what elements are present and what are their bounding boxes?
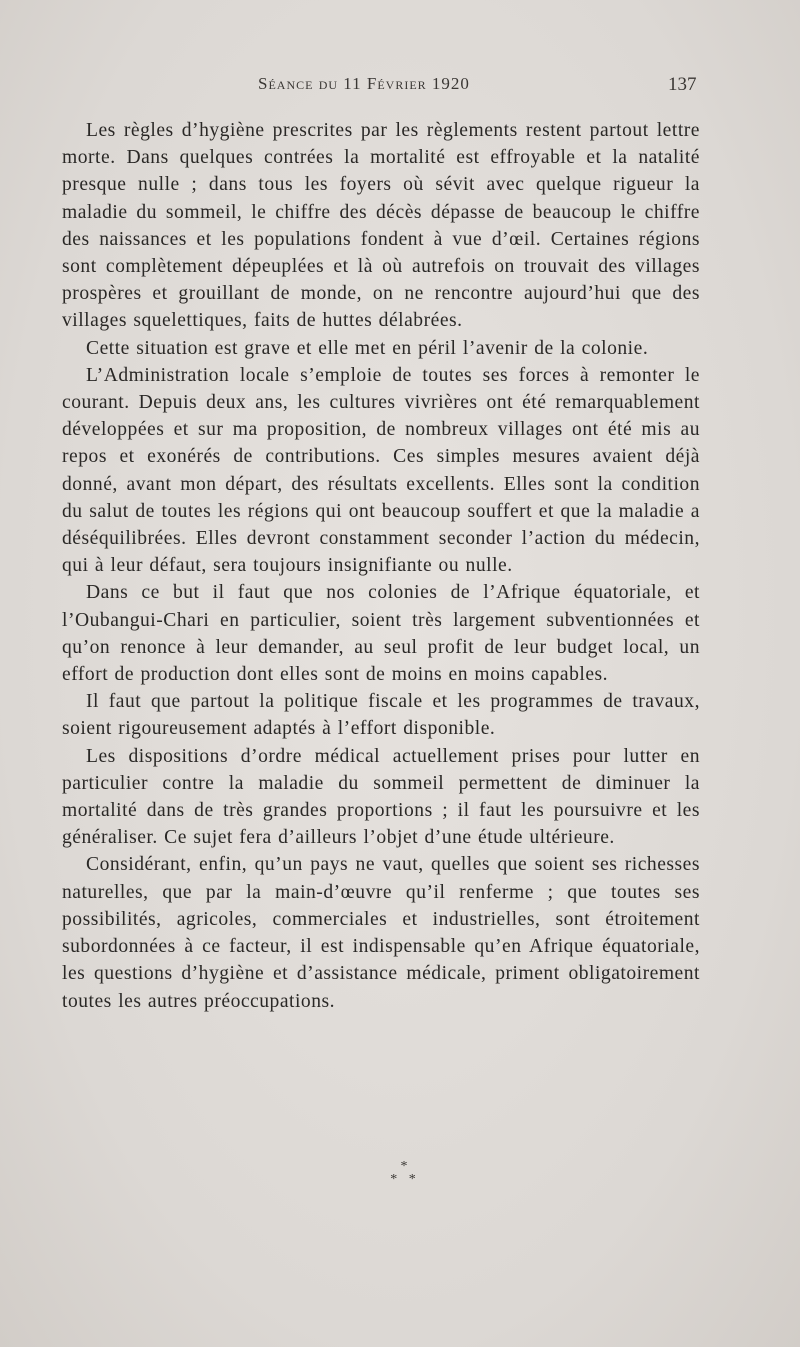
asterism <box>0 1160 800 1186</box>
paragraph: Considérant, enfin, qu’un pays ne vaut, quelles que soient ses richesses naturelles, que par la main-d’œuvre qu’il renferme ; que toutes ses possibilités, agricoles, commerciales et industrielles, sont étroitement subordonnées à ce facteur, il est indispensable qu’en Afrique équatoriale, les questions d’hygiène et d’assistance médicale, priment obligatoirement toutes les autres préoccupations. <box>62 854 700 1012</box>
running-head-title: Séance du 11 Février 1920 <box>258 74 470 93</box>
paragraph: Cette situation est grave et elle met en péril l’avenir de la colonie. <box>86 337 649 359</box>
body-text <box>62 117 700 1015</box>
paragraph: Il faut que partout la politique fiscale et les programmes de travaux, soient rigoureusement adaptés à l’effort disponible. <box>62 691 700 740</box>
paragraph: L’Administration locale s’emploie de toutes ses forces à remonter le courant. Depuis deux ans, les cultures vivrières ont été remarquablement développées et sur ma proposition, de nombreux villages ont été mis au repos et exonérés de contributions. Ces simples mesures avaient déjà donné, avant mon départ, des résultats excellents. Elles sont la condition du salut de toutes les régions qui ont beaucoup souffert et que la maladie a déséquilibrées. Elles devront constamment seconder l’action du médecin, qui à leur défaut, sera toujours insignifiante ou nulle. <box>62 364 700 577</box>
asterism-top: * <box>400 1159 408 1174</box>
paragraph: Les règles d’hygiène prescrites par les règlements restent partout lettre morte. Dans quelques contrées la mortalité est effroyable et la natalité presque nulle ; dans tous les foyers où sévit avec quelque rigueur la maladie du sommeil, le chiffre des décès dépasse de beaucoup le chiffre des naissances et les populations fondent à vue d’œil. Certaines régions sont complètement dépeuplées et là où autrefois on trouvait des villages prospères et grouillant de monde, on ne rencontre aujourd’hui que des villages squelettiques, faits de huttes délabrées. <box>62 120 700 332</box>
paragraph: Les dispositions d’ordre médical actuellement prises pour lutter en particulier contre la maladie du sommeil permettent de diminuer la mortalité dans de très grandes proportions ; il faut les poursuivre et les généraliser. Ce sujet fera d’ailleurs l’objet d’une étude ultérieure. <box>62 745 700 849</box>
running-head <box>0 74 800 102</box>
asterism-bottom: * * <box>390 1172 420 1187</box>
paragraph: Dans ce but il faut que nos colonies de l’Afrique équatoriale, et l’Oubangui-Chari en particulier, soient très largement subventionnées et qu’on renonce à leur demander, au seul profit de leur budget local, un effort de production dont elles sont de moins en moins capables. <box>62 582 700 686</box>
page-number: 137 <box>668 74 697 95</box>
